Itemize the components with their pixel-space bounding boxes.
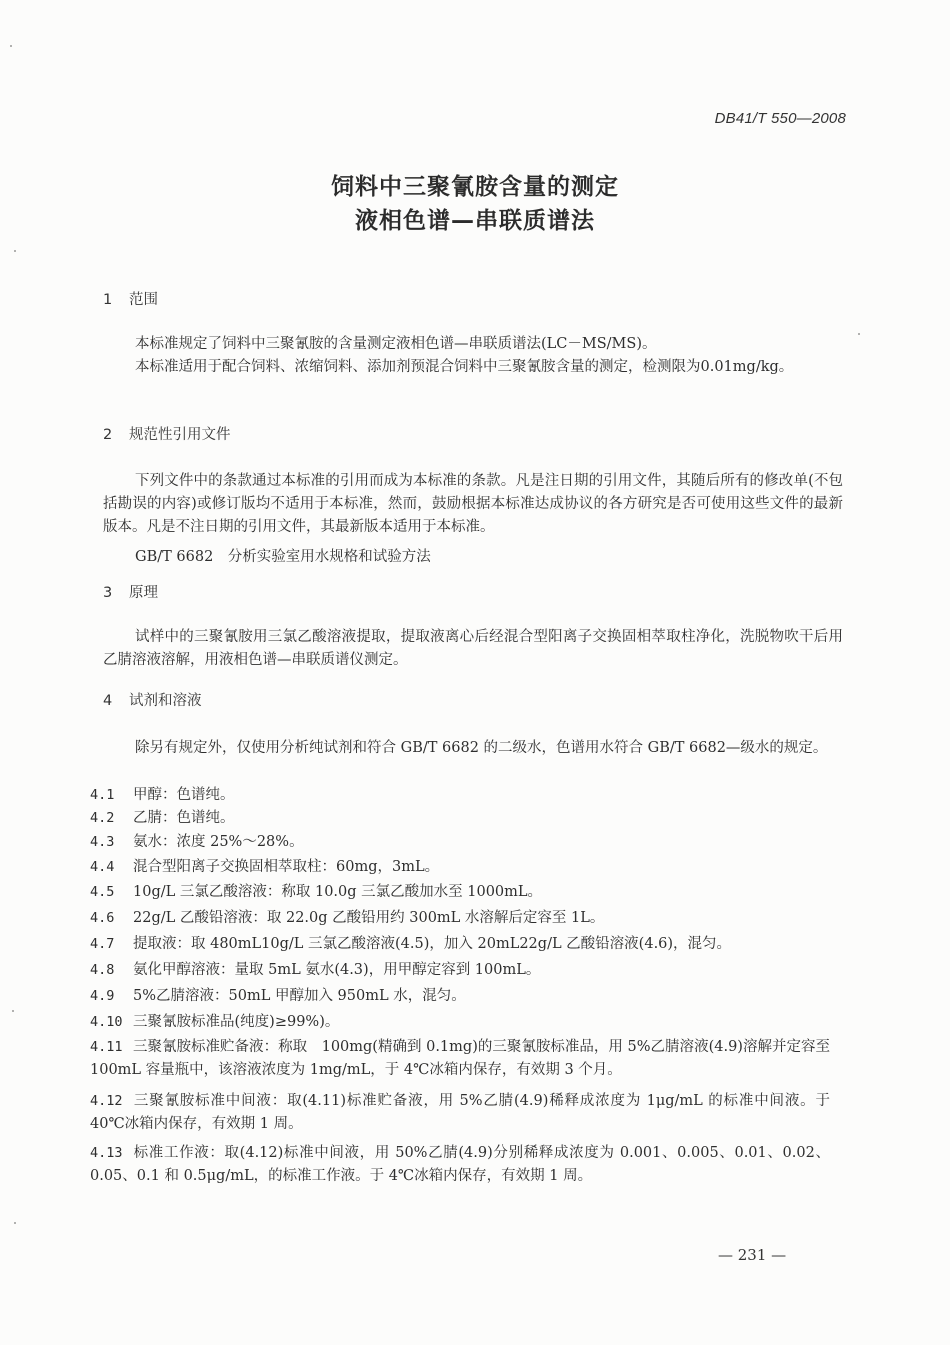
item-text: 三聚氰胺标准品(纯度)≥99%)。: [133, 1014, 340, 1030]
scan-speck: [10, 45, 12, 47]
list-item: [90, 880, 542, 901]
list-item: [90, 830, 304, 851]
item-text: 三聚氰胺标准贮备液：称取 100mg(精确到 0.1mg)的三聚氰胺标准品，用 5%乙腈溶液(4.9)溶解并定容至 100mL 容量瓶中，该溶液浓度为 1mg/mL，于 4℃冰箱内保存，有效期 3 个月。: [90, 1039, 830, 1078]
page-number: — 231 —: [718, 1246, 787, 1264]
section-number: 1: [103, 292, 113, 308]
list-item: [90, 806, 235, 827]
item-index: 4.11: [90, 1039, 123, 1055]
list-item: [90, 783, 235, 804]
section-1-paragraph-2: 本标准适用于配合饲料、浓缩饲料、添加剂预混合饲料中三聚氰胺含量的测定，检测限为0.01mg/kg。: [135, 359, 794, 375]
section-title: 原理: [129, 585, 158, 601]
section-2-heading: [103, 423, 231, 444]
item-text: 氨化甲醇溶液：量取 5mL 氨水(4.3)，用甲醇定容到 100mL。: [133, 962, 541, 978]
scan-speck: [858, 333, 860, 335]
item-text: 标准工作液：取(4.12)标准中间液，用 50%乙腈(4.9)分别稀释成浓度为 0.001、0.005、0.01、0.02、0.05、0.1 和 0.5μg/mL，的标准工作液。于 4℃冰箱内保存，有效期 1 周。: [90, 1145, 830, 1184]
item-text: 混合型阳离子交换固相萃取柱：60mg，3mL。: [133, 859, 440, 875]
section-1-heading: [103, 288, 158, 309]
item-index: 4.1: [90, 787, 115, 803]
list-item: [90, 1010, 339, 1031]
section-number: 4: [103, 693, 113, 709]
item-index: 4.8: [90, 962, 115, 978]
item-index: 4.7: [90, 936, 115, 952]
item-index: 4.13: [90, 1145, 123, 1161]
section-title: 规范性引用文件: [129, 427, 231, 443]
section-1-paragraph-1: 本标准规定了饲料中三聚氰胺的含量测定液相色谱—串联质谱法(LC－MS/MS)。: [135, 336, 657, 352]
section-2-paragraph-1: 下列文件中的条款通过本标准的引用而成为本标准的条款。凡是注日期的引用文件，其随后所有的修改单(不包括勘误的内容)或修订版均不适用于本标准，然而，鼓励根据本标准达成协议的各方研究是否可使用这些文件的最新版本。凡是不注日期的引用文件，其最新版本适用于本标准。: [103, 473, 843, 535]
list-item: [90, 1142, 830, 1188]
list-item: [90, 906, 604, 927]
item-text: 氨水：浓度 25%～28%。: [133, 834, 304, 850]
scan-speck: [14, 1222, 16, 1224]
item-text: 10g/L 三氯乙酸溶液：称取 10.0g 三氯乙酸加水至 1000mL。: [133, 884, 543, 900]
list-item: [90, 958, 540, 979]
item-text: 甲醇：色谱纯。: [133, 787, 235, 803]
title-line-1: 饲料中三聚氰胺含量的测定: [331, 174, 619, 200]
section-4-paragraph-1: 除另有规定外，仅使用分析纯试剂和符合 GB/T 6682 的二级水，色谱用水符合 GB/T 6682—级水的规定。: [135, 740, 828, 756]
section-title: 范围: [129, 292, 158, 308]
section-number: 3: [103, 585, 113, 601]
item-index: 4.5: [90, 884, 115, 900]
section-number: 2: [103, 427, 113, 443]
item-index: 4.10: [90, 1014, 123, 1030]
item-text: 三聚氰胺标准中间液：取(4.11)标准贮备液，用 5%乙腈(4.9)稀释成浓度为 1μg/mL 的标准中间液。于 40℃冰箱内保存，有效期 1 周。: [90, 1093, 830, 1132]
item-text: 乙腈：色谱纯。: [133, 810, 235, 826]
list-item: [90, 855, 439, 876]
scan-speck: [14, 250, 16, 252]
list-item: [90, 984, 466, 1005]
list-item: [90, 932, 731, 953]
item-index: 4.4: [90, 859, 115, 875]
section-3-paragraph-1: 试样中的三聚氰胺用三氯乙酸溶液提取，提取液离心后经混合型阳离子交换固相萃取柱净化，洗脱物吹干后用乙腈溶液溶解，用液相色谱—串联质谱仪测定。: [103, 629, 843, 668]
item-index: 4.3: [90, 834, 115, 850]
standard-code: DB41/T 550—2008: [714, 110, 846, 127]
scan-speck: [12, 1010, 14, 1012]
section-4-heading: [103, 689, 202, 710]
list-item: [90, 1036, 830, 1082]
section-title: 试剂和溶液: [129, 693, 202, 709]
title-line-2: 液相色谱—串联质谱法: [355, 208, 595, 234]
item-index: 4.6: [90, 910, 115, 926]
item-index: 4.9: [90, 988, 115, 1004]
item-text: 提取液：取 480mL10g/L 三氯乙酸溶液(4.5)，加入 20mL22g/L 乙酸铅溶液(4.6)，混匀。: [133, 936, 732, 952]
item-text: 22g/L 乙酸铅溶液：取 22.0g 乙酸铅用约 300mL 水溶解后定容至 1L。: [133, 910, 605, 926]
normative-reference: GB/T 6682 分析实验室用水规格和试验方法: [135, 549, 431, 565]
item-index: 4.12: [90, 1093, 123, 1109]
item-text: 5%乙腈溶液：50mL 甲醇加入 950mL 水，混匀。: [133, 988, 466, 1004]
section-3-heading: [103, 581, 158, 602]
item-index: 4.2: [90, 810, 115, 826]
list-item: [90, 1090, 830, 1136]
